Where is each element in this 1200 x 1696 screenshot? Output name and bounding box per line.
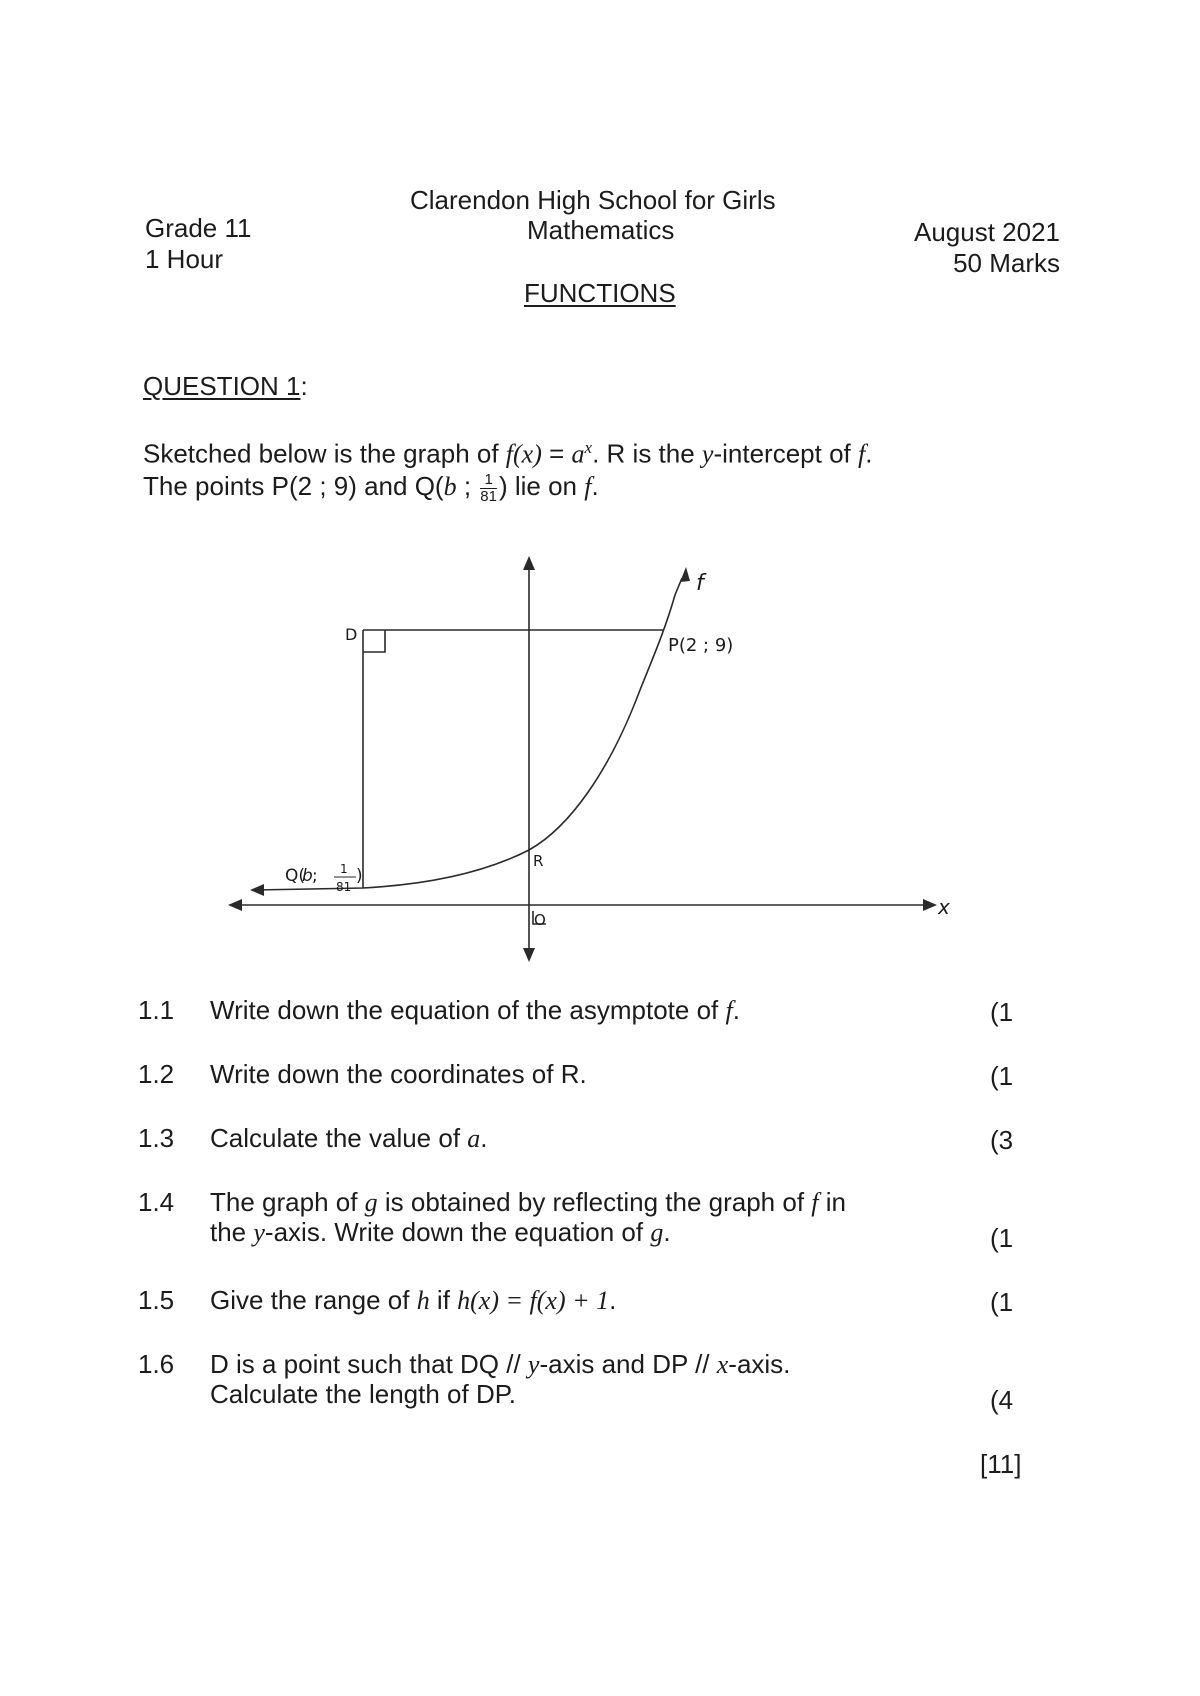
label-o: O [534,911,546,929]
label-d: D [345,625,358,644]
exam-date: August 2021 [913,217,1060,247]
label-q-den: 81 [336,880,352,894]
item-number: 1.1 [138,995,175,1025]
x-axis-arrow-left [228,899,242,911]
grade: Grade 11 [145,213,252,243]
item-text: Calculate the value of a. [210,1123,488,1153]
duration: 1 Hour [145,244,224,274]
item-text: Give the range of h if h(x) = f(x) + 1. [210,1285,617,1315]
label-f: f [696,571,704,596]
item-mark: (1 [990,1223,1014,1253]
question-title: QUESTION 1: [143,371,308,401]
intro-line-1: Sketched below is the graph of $f(x) = a^x$. R is the y-intercept of f. [143,438,873,469]
item-number: 1.2 [138,1059,175,1089]
item-number: 1.5 [138,1285,175,1315]
question-number: QUESTION 1 [143,371,301,401]
label-x: x [938,895,950,919]
total-marks: 50 Marks [953,248,1060,278]
curve-asymptote-arrow [250,884,264,896]
y-axis-arrow-down [523,948,535,962]
question-total: [11] [980,1449,1022,1479]
item-text: Write down the equation of the asymptote of f. [210,995,740,1025]
item-text: Write down the coordinates of R. [210,1059,587,1089]
curve-f-arrow [680,567,690,582]
curve-f [255,578,682,890]
item-number: 1.6 [138,1349,175,1379]
intro-line-2: The points P(2 ; 9) and Q(b ; $\frac{1}{81}$ ) lie on f. [143,471,599,505]
label-q-semi: ; [312,866,318,886]
label-q-suffix: ) [356,866,363,886]
label-q-num: 1 [340,862,348,876]
subject: Mathematics [527,215,675,245]
label-r: R [533,852,544,870]
item-number: 1.4 [138,1187,175,1217]
item-number: 1.3 [138,1123,175,1153]
topic-title: FUNCTIONS [524,278,676,308]
label-q-b: b [302,866,313,886]
item-mark: (1 [990,1287,1014,1317]
item-text: D is a point such that DQ // y-axis and DP // x-axis. Calculate the length of DP. [210,1349,791,1409]
school-name: Clarendon High School for Girls [410,185,776,215]
item-mark: (1 [990,997,1014,1027]
item-mark: (3 [990,1125,1014,1155]
item-text: The graph of g is obtained by reflecting the graph of f in the y-axis. Write down the equation of g. [210,1187,846,1247]
x-axis-arrow-right [923,899,937,911]
right-angle-marker [363,630,385,652]
y-axis-arrow-up [523,556,535,570]
label-q-prefix: Q( [285,866,306,886]
item-mark: (1 [990,1061,1014,1091]
item-mark: (4 [990,1385,1014,1415]
label-p: P(2 ; 9) [668,635,734,656]
